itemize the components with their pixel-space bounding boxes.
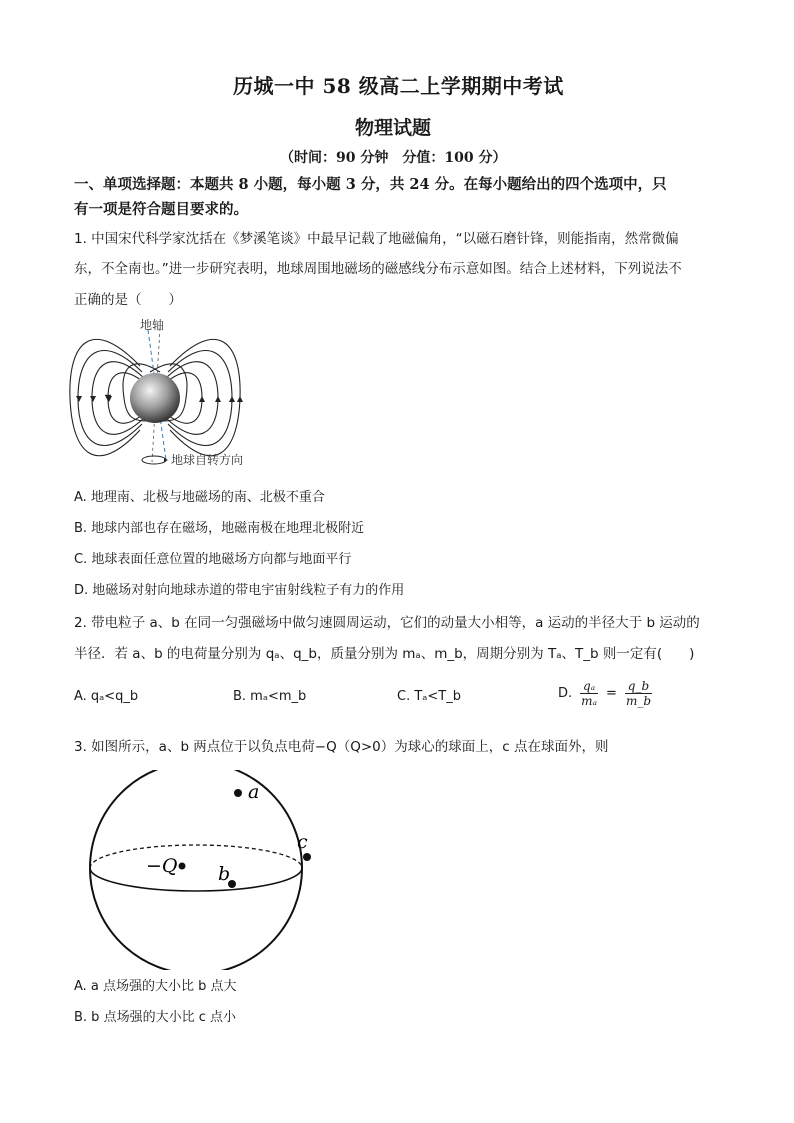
question-1-line1: 1. 中国宋代科学家沈括在《梦溪笔谈》中最早记载了地磁偏角，“以磁石磨针锋，则能指南，然常微偏 [74, 231, 679, 247]
question-3-option-b: B. b 点场强的大小比 c 点小 [74, 1010, 236, 1025]
label-c: c [297, 831, 308, 853]
question-3-option-a: A. a 点场强的大小比 b 点大 [74, 979, 237, 994]
section-heading-line1: 一、单项选择题：本题共 8 小题，每小题 3 分，共 24 分。在每小题给出的四个选项中，只 [74, 176, 667, 193]
point-c [303, 853, 311, 861]
fraction-qa-ma [578, 679, 600, 708]
label-a: a [248, 781, 260, 803]
fraction-numerator: q_b [625, 679, 652, 694]
fraction-numerator: qₐ [580, 679, 598, 694]
page-subtitle: 物理试题 [355, 117, 432, 139]
section-heading-line2: 有一项是符合题目要求的。 [74, 201, 248, 218]
question-1-option-b: B. 地球内部也存在磁场，地磁南极在地理北极附近 [74, 521, 365, 536]
page-title: 历城一中 58 级高二上学期期中考试 [233, 74, 564, 98]
fraction-denominator: mₐ [581, 694, 598, 708]
fraction-denominator: m_b [625, 694, 652, 708]
fraction-qb-mb [623, 679, 654, 708]
axis-label: 地轴 [140, 318, 165, 332]
exam-meta: （时间：90 分钟 分值：100 分） [280, 150, 507, 166]
question-2-option-b: B. mₐ<m_b [233, 689, 307, 704]
label-q: −Q [146, 855, 178, 877]
sphere-charge-figure [84, 770, 334, 970]
point-a [234, 789, 242, 797]
question-3-line1: 3. 如图所示，a、b 两点位于以负点电荷−Q（Q>0）为球心的球面上，c 点在球面外，则 [74, 739, 609, 755]
question-2-option-c: C. Tₐ<T_b [397, 689, 461, 704]
equals-sign: = [606, 686, 617, 701]
question-2-line1: 2. 带电粒子 a、b 在同一匀强磁场中做匀速圆周运动，它们的动量大小相等，a 运动的半径大于 b 运动的 [74, 615, 700, 631]
question-2-option-d [558, 679, 654, 708]
rotation-arrow-icon [142, 456, 166, 464]
earth-magnetic-field-figure [68, 312, 268, 472]
question-2-line2: 半径．若 a、b 的电荷量分别为 qₐ、q_b，质量分别为 mₐ、m_b，周期分别为 Tₐ、T_b 则一定有( ) [74, 646, 695, 662]
equator-front [90, 868, 302, 891]
charge-q [179, 863, 186, 870]
label-b: b [218, 863, 231, 885]
question-2-option-a: A. qₐ<q_b [74, 689, 139, 704]
option-d-label: D. [558, 686, 573, 701]
equator-back [90, 845, 302, 868]
question-1-option-a: A. 地理南、北极与地磁场的南、北极不重合 [74, 490, 325, 505]
sphere-outline [90, 770, 302, 970]
rotation-label: 地球自转方向 [171, 453, 244, 467]
question-1-line3: 正确的是（ ） [74, 292, 182, 308]
question-1-line2: 东，不全南也。”进一步研究表明，地球周围地磁场的磁感线分布示意如图。结合上述材料，下列说法不 [74, 261, 682, 277]
question-1-option-c: C. 地球表面任意位置的地磁场方向都与地面平行 [74, 552, 352, 567]
earth-sphere [130, 373, 180, 423]
question-1-option-d: D. 地磁场对射向地球赤道的带电宇宙射线粒子有力的作用 [74, 583, 405, 598]
